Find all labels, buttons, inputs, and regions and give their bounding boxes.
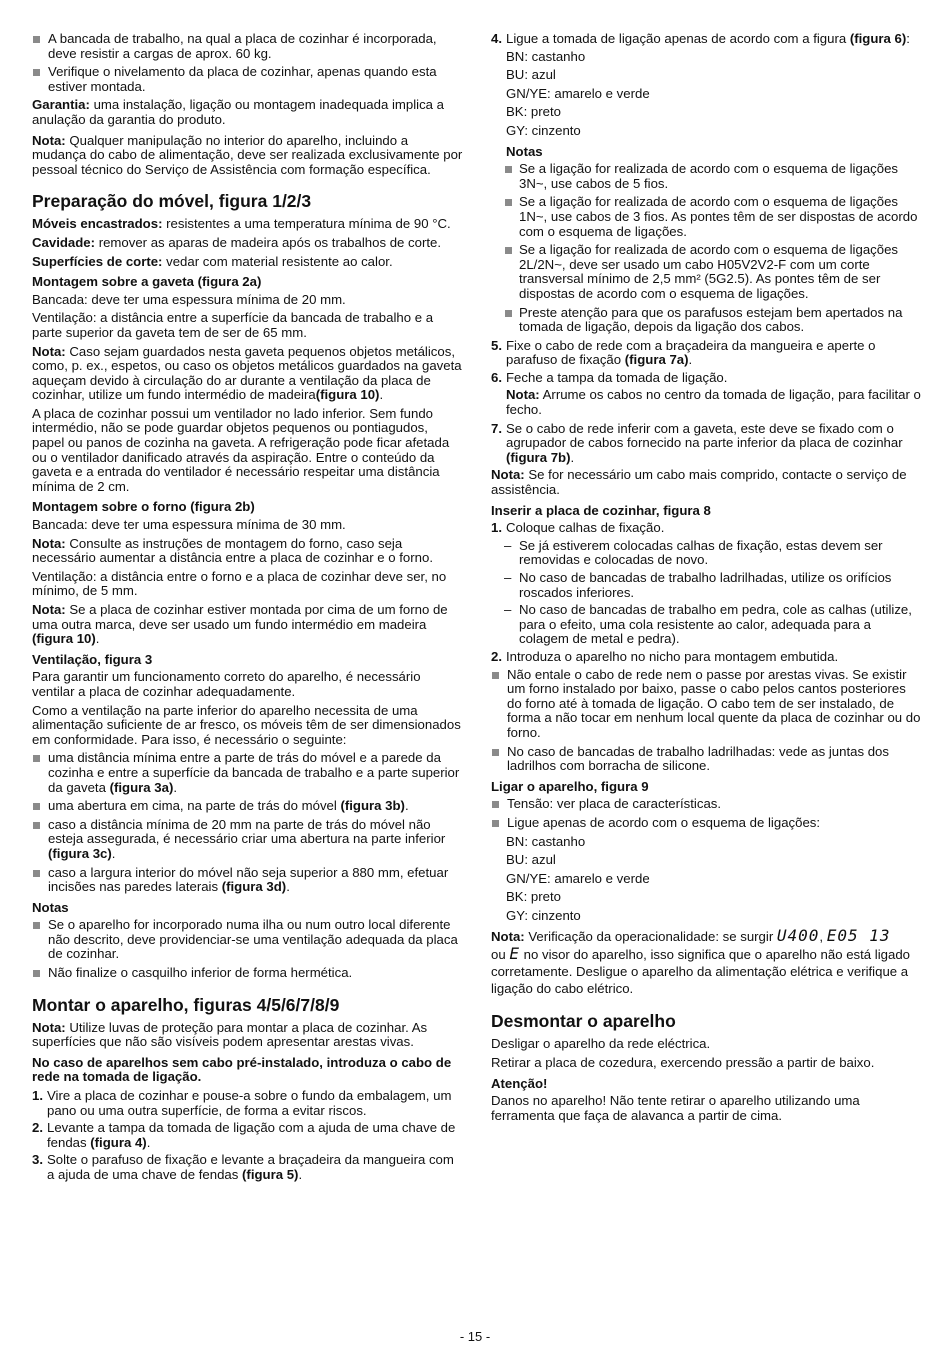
paragraph: Desligar o aparelho da rede eléctrica.: [491, 1036, 711, 1052]
bullet-item: caso a largura interior do móvel não seja superior a 880 mm, efetuar incisões nas paredes laterais (figura 3d).: [32, 866, 463, 895]
bullet-item: Não entale o cabo de rede nem o passe por arestas vivas. Se existir um forno instalado por baixo, passe o cabo pelos cantos posteriores do forno até à tomada de ligação. O cabo tem de ser instalado, de forma a não tocar em nenhum local quente da placa de cozinhar ou do forno.: [491, 668, 921, 741]
paragraph: Como a ventilação na parte inferior do aparelho necessita de uma alimentação suficiente de ar fresco, os móveis têm de ser dimensionados em conformidade. Para isso, é necessário o seguinte:: [32, 702, 461, 747]
bullet-item: Se a ligação for realizada de acordo com o esquema de ligações 1N~, use cabos de 3 fios. As pontes têm de ser dispostas de acordo com o esquema de ligações.: [491, 195, 921, 239]
paragraph: Danos no aparelho! Não tente retirar o aparelho utilizando uma ferramenta que faça de alavanca a partir de cima.: [491, 1093, 860, 1123]
step-item: 7. Se o cabo de rede inferir com a gaveta, este deve se fixado com o agrupador de cabos fornecido na parte inferior da placa de cozinhar (figura 7b).: [491, 420, 903, 465]
note-paragraph: Nota: Arrume os cabos no centro da tomada de ligação, para facilitar o fecho.: [506, 387, 921, 418]
bullet-item: No caso de bancadas de trabalho ladrilhadas: vede as juntas dos ladrilhos com borracha de silicone.: [491, 745, 921, 774]
step-item: 3. Solte o parafuso de fixação e levante a braçadeira da mangueira com a ajuda de uma chave de fendas (figura 5).: [32, 1152, 454, 1182]
dash-item: – No caso de bancadas de trabalho ladrilhadas, utilize os orifícios roscados inferiores.: [504, 570, 892, 600]
paragraph: Ventilação: a distância entre a superfície da bancada de trabalho e a parte superior da gaveta tem de ser de 65 mm.: [32, 310, 434, 340]
note-paragraph: Nota: Caso sejam guardados nesta gaveta pequenos objetos metálicos, como, p. ex., espetos, ou caso os objetos metálicos guardados na gaveta aqueçam devido à circulação do ar durante a ventilação da placa de cozinhar, utilize um fundo intermédio de madeira(figura 10).: [32, 343, 462, 403]
warranty-paragraph: Garantia: uma instalação, ligação ou montagem inadequada implica a anulação da garantia do produto.: [32, 97, 444, 127]
note-paragraph: Nota: Utilize luvas de proteção para montar a placa de cozinhar. As superfícies que não são visíveis podem apresentar arestas vivas.: [32, 1019, 428, 1050]
left-column: [32, 32, 463, 1186]
bullet-item: Preste atenção para que os parafusos estejam bem apertados na tomada de ligação, depois da ligação dos cabos.: [491, 306, 921, 335]
paragraph: Ventilação: a distância entre o forno e a placa de cozinhar deve ser, no mínimo, de 5 mm.: [32, 568, 447, 599]
list-item: GY: cinzento: [506, 907, 581, 923]
dash-item: – No caso de bancadas de trabalho em pedra, cole as calhas (utilize, para o efeito, uma cola resistente ao calor, adequada para a colagem de metal e pedra).: [504, 602, 912, 647]
note-paragraph: Nota: Qualquer manipulação no interior do aparelho, incluindo a mudança do cabo de alimentação, deve ser realizada exclusivamente por pessoal técnico do Serviço de Assistência com formação específica.: [32, 132, 463, 177]
display-code: E: [509, 944, 520, 964]
bullet-item: uma abertura em cima, na parte de trás do móvel (figura 3b).: [32, 799, 463, 814]
step-item: 2. Introduza o aparelho no nicho para montagem embutida.: [491, 648, 839, 664]
wire-list: [506, 835, 921, 924]
subsection-heading: Inserir a placa de cozinhar, figura 8: [491, 502, 711, 518]
warning-heading: Atenção!: [491, 1075, 548, 1091]
paragraph: Móveis encastrados: resistentes a uma temperatura mínima de 90 °C.: [32, 216, 451, 232]
list-item: BK: preto: [506, 889, 561, 905]
note-paragraph: Nota: Se for necessário um cabo mais comprido, contacte o serviço de assistência.: [491, 467, 907, 498]
section-heading: Desmontar o aparelho: [491, 1011, 676, 1032]
section-heading: Preparação do móvel, figura 1/2/3: [32, 191, 312, 212]
subsection-heading: Montagem sobre o forno (figura 2b): [32, 499, 255, 515]
step-item: 4. Ligue a tomada de ligação apenas de acordo com a figura (figura 6):: [491, 31, 910, 46]
paragraph: Retirar a placa de cozedura, exercendo pressão a partir de baixo.: [491, 1055, 875, 1071]
list-item: GN/YE: amarelo e verde: [506, 870, 650, 886]
display-code: U400: [776, 926, 820, 946]
list-item: GN/YE: amarelo e verde: [506, 85, 650, 101]
dash-item: – Se já estiverem colocadas calhas de fixação, estas devem ser removidas e colocadas de novo.: [504, 537, 883, 568]
list-item: BN: castanho: [506, 833, 586, 849]
bullet-item: Se a ligação for realizada de acordo com o esquema de ligações 2L/2N~, deve ser usado um cabo H05V2V2-F com um corte transversal mínimo de 2,5 mm² (5G2.5). As pontes têm de ser dispostas de acordo com o esquema de ligações.: [491, 243, 921, 301]
step-item: 5. Fixe o cabo de rede com a braçadeira da mangueira e aperte o parafuso de fixação (figura 7a).: [491, 337, 876, 368]
section-heading: Montar o aparelho, figuras 4/5/6/7/8/9: [32, 994, 340, 1015]
page-number: - 15 -: [459, 1329, 491, 1344]
notes-heading: Notas: [32, 899, 69, 915]
bullet-item: A bancada de trabalho, na qual a placa de cozinhar é incorporada, deve resistir a cargas de aprox. 60 kg.: [32, 32, 463, 61]
bullet-item: Tensão: ver placa de características.: [491, 797, 921, 812]
step-item: 6. Feche a tampa da tomada de ligação.: [491, 369, 728, 385]
paragraph: Superfícies de corte: vedar com material resistente ao calor.: [32, 253, 393, 269]
note-paragraph: Nota: Consulte as instruções de montagem do forno, caso seja necessário aumentar a distância entre a placa de cozinhar e o forno.: [32, 535, 433, 566]
note-paragraph: Nota: Verificação da operacionalidade: se surgir U400, E05 13 ou E no visor do aparelho, isso significa que o aparelho não está ligado corretamente. Desligue o aparelho da alimentação elétrica e verifique a ligação do cabo elétrico.: [491, 926, 911, 997]
bullet-item: uma distância mínima entre a parte de trás do móvel e a parede da cozinha e entre a superfície da bancada de trabalho e a parte superior da gaveta (figura 3a).: [32, 751, 463, 795]
paragraph: A placa de cozinhar possui um ventilador no lado inferior. Sem fundo intermédio, não se pode guardar objetos pequenos ou pontiagudos, papel ou panos de cozinha na gaveta. A refrigeração pode ficar afetada ou o ventilador danificado através da aspiração. Entre o conteúdo da gaveta e a entrada do ventilador é necessário respeitar uma distância mínima de 2 cm.: [32, 405, 450, 494]
bullet-item: Verifique o nivelamento da placa de cozinhar, apenas quando esta estiver montada.: [32, 65, 463, 94]
bullet-item: caso a distância mínima de 20 mm na parte de trás do móvel não esteja assegurada, é necessário criar uma abertura na parte inferior (figura 3c).: [32, 818, 463, 862]
display-code: E05 13: [826, 926, 891, 946]
note-paragraph: Nota: Se a placa de cozinhar estiver montada por cima de um forno de uma outra marca, deve ser usado um fundo intermédio em madeira (figura 10).: [32, 602, 448, 647]
bold-instruction: No caso de aparelhos sem cabo pré-instalado, introduza o cabo de rede na tomada de ligação.: [32, 1054, 452, 1085]
bullet-item: Se a ligação for realizada de acordo com o esquema de ligações 3N~, use cabos de 5 fios.: [491, 162, 921, 191]
bullet-item: Não finalize o casquilho inferior de forma hermética.: [32, 966, 463, 981]
paragraph: Cavidade: remover as aparas de madeira após os trabalhos de corte.: [32, 234, 442, 250]
step-item: 2. Levante a tampa da tomada de ligação com a ajuda de uma chave de fendas (figura 4).: [32, 1120, 456, 1150]
paragraph: Bancada: deve ter uma espessura mínima de 30 mm.: [32, 517, 346, 533]
bullet-item: Se o aparelho for incorporado numa ilha ou num outro local diferente não descrito, deve providenciar-se uma ventilação adequada da placa de cozinhar.: [32, 918, 463, 962]
list-item: BU: azul: [506, 852, 556, 868]
subsection-heading: Ligar o aparelho, figura 9: [491, 778, 649, 794]
right-column: [491, 32, 921, 1127]
step-item: 1. Vire a placa de cozinhar e pouse-a sobre o fundo da embalagem, um pano ou uma outra superfície, de forma a evitar riscos.: [32, 1088, 452, 1118]
step-item: 1. Coloque calhas de fixação.: [491, 520, 665, 536]
notes-heading: Notas: [506, 143, 543, 159]
list-item: BK: preto: [506, 104, 561, 120]
bullet-item: Ligue apenas de acordo com o esquema de ligações:: [491, 816, 921, 831]
wire-list: [506, 50, 921, 139]
subsection-heading: Montagem sobre a gaveta (figura 2a): [32, 274, 262, 290]
list-item: GY: cinzento: [506, 122, 581, 138]
list-item: BU: azul: [506, 67, 556, 83]
paragraph: Bancada: deve ter uma espessura mínima de 20 mm.: [32, 291, 346, 307]
paragraph: Para garantir um funcionamento correto do aparelho, é necessário ventilar a placa de cozinhar adequadamente.: [32, 669, 421, 699]
subsection-heading: Ventilação, figura 3: [32, 651, 153, 667]
list-item: BN: castanho: [506, 48, 586, 64]
